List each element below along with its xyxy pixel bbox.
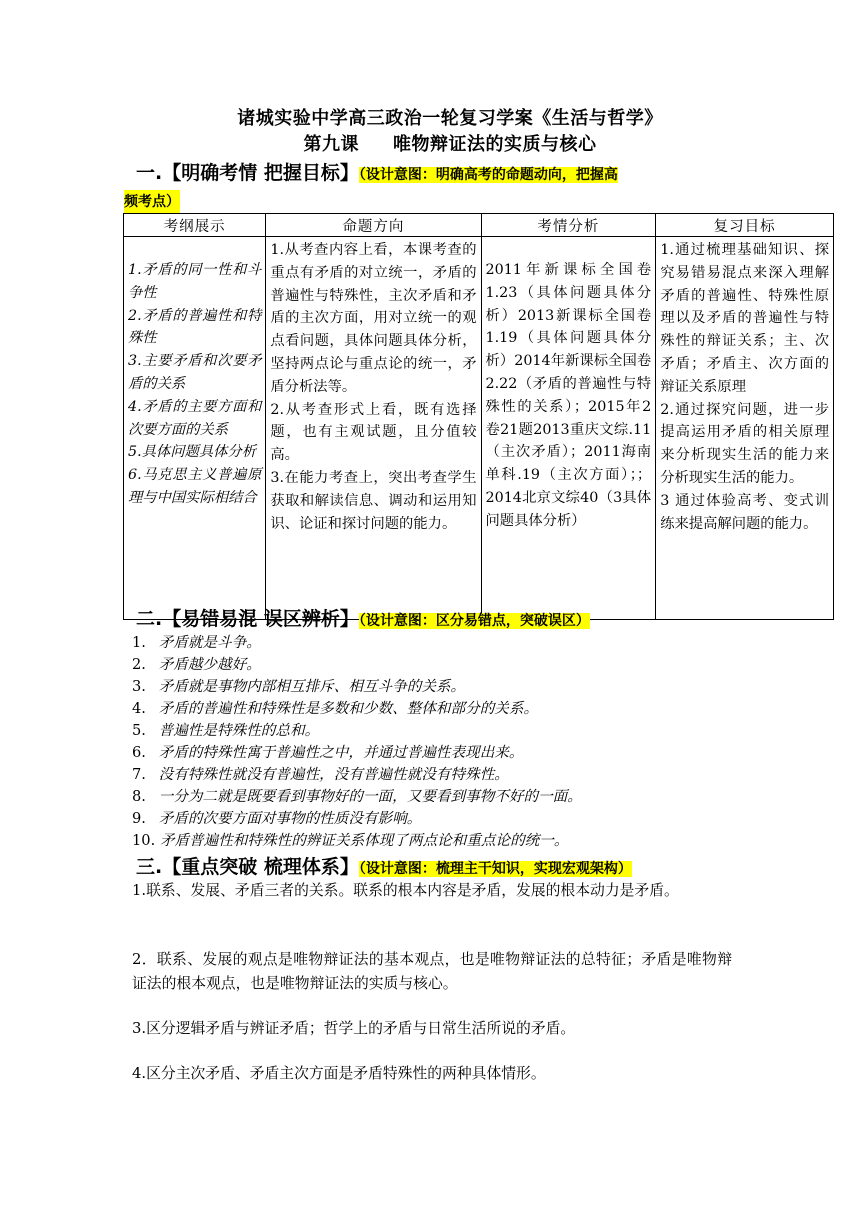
direction-cell <box>266 237 481 620</box>
document-title: 诸城实验中学高三政治一轮复习学案《生活与哲学》 <box>237 108 663 129</box>
analysis-cell: 2011年新课标全国卷1.23（具体问题具体分析）2013新课标全国卷1.19（具体问题具体分析）2014年新课标全国卷2.22（矛盾的普遍性与特殊性的关系）；2015年2卷21题2013重庆文综.11（主次矛盾）；2011海南单科.19（主次方面）；；2014北京文综40（3具体问题具体分析） <box>481 237 656 620</box>
list-item-number: 4. <box>132 700 146 717</box>
list-item-number: 3. <box>132 678 146 695</box>
section-1-title: 一.【明确考情 把握目标】 <box>136 162 359 184</box>
key-point-paragraph: 4.区分主次矛盾、矛盾主次方面是矛盾特殊性的两种具体情形。 <box>132 1065 546 1082</box>
list-item-number: 5. <box>132 722 146 739</box>
goal-item: 1.通过梳理基础知识、探究易错易混点来深入理解矛盾的普遍性、特殊性原理以及矛盾的普遍性与特殊性的辩证关系；主、次矛盾；矛盾主、次方面的辩证关系原理 <box>660 242 829 395</box>
list-item <box>132 808 832 830</box>
list-item <box>132 632 832 654</box>
outline-item: 4.矛盾的主要方面和次要方面的关系 <box>128 398 262 438</box>
misconception-list <box>132 632 832 852</box>
section-2-heading <box>136 606 590 634</box>
goal-item: 2.通过探究问题，进一步提高运用矛盾的相关原理来分析现实生活的能力来分析现实生活的能力。 <box>660 401 829 486</box>
outline-cell <box>124 237 266 620</box>
key-point-paragraph: 1.联系、发展、矛盾三者的关系。联系的根本内容是矛盾，发展的根本动力是矛盾。 <box>132 882 679 899</box>
list-item-text: 矛盾的特殊性寓于普遍性之中，并通过普遍性表现出来。 <box>158 744 524 761</box>
outline-item: 1.矛盾的同一性和斗争性 <box>128 262 262 301</box>
list-item-number: 9. <box>132 810 146 827</box>
list-item <box>132 830 832 852</box>
list-item-number: 2. <box>132 656 146 673</box>
outline-item: 2.矛盾的普遍性和特殊性 <box>128 307 262 347</box>
section-3-note: （设计意图：梳理主干知识，实现宏观架构） <box>358 861 632 877</box>
section-3-title: 三.【重点突破 梳理体系】 <box>136 856 359 878</box>
lesson-topic: 唯物辩证法的实质与核心 <box>393 134 597 155</box>
table-header-row <box>124 214 834 237</box>
key-point-paragraph: 2．联系、发展的观点是唯物辩证法的基本观点，也是唯物辩证法的总特征；矛盾是唯物辩证法的根本观点，也是唯物辩证法的实质与核心。 <box>132 951 732 992</box>
table-row <box>124 237 834 620</box>
key-point-paragraph: 3.区分逻辑矛盾与辨证矛盾；哲学上的矛盾与日常生活所说的矛盾。 <box>132 1020 576 1037</box>
header-outline: 考纲展示 <box>124 214 266 237</box>
list-item <box>132 786 832 808</box>
goal-item: 3 通过体验高考、变式训练来提高解问题的能力。 <box>660 492 829 532</box>
goals-cell <box>656 237 834 620</box>
list-item <box>132 720 832 742</box>
list-item <box>132 764 832 786</box>
list-item-text: 普遍性是特殊性的总和。 <box>158 722 320 739</box>
list-item <box>132 742 832 764</box>
lesson-title <box>0 130 860 156</box>
list-item-number: 1. <box>132 634 146 651</box>
list-item <box>132 676 832 698</box>
outline-item: 3.主要矛盾和次要矛盾的关系 <box>128 353 262 392</box>
list-item-text: 矛盾的普遍性和特殊性是多数和少数、整体和部分的关系。 <box>158 700 539 717</box>
list-item-number: 7. <box>132 766 146 783</box>
outline-item: 5.具体问题具体分析 <box>128 444 257 461</box>
list-item-text: 矛盾就是事物内部相互排斥、相互斗争的关系。 <box>158 678 466 695</box>
header-direction: 命题方向 <box>266 214 481 237</box>
list-item-number: 10. <box>132 832 156 849</box>
exam-goals-table <box>123 213 834 620</box>
section-3-heading <box>136 854 632 882</box>
direction-item: 1.从考查内容上看，本课考查的重点有矛盾的对立统一，矛盾的普遍性与特殊性，主次矛盾和矛盾的主次方面，用对立统一的观点看问题，具体问题具体分析，坚持两点论与重点论的统一，矛盾分析法等。 <box>270 242 477 395</box>
section-2-note: （设计意图：区分易错点，突破误区） <box>358 613 590 629</box>
list-item <box>132 698 832 720</box>
section-1-note-cont: 频考点） <box>124 190 180 214</box>
list-item <box>132 654 832 676</box>
list-item-text: 矛盾就是斗争。 <box>158 634 261 651</box>
list-item-number: 6. <box>132 744 146 761</box>
direction-item: 2.从考查形式上看，既有选择题，也有主观试题，且分值较高。 <box>270 401 477 464</box>
list-item-text: 矛盾普遍性和特殊性的辨证关系体现了两点论和重点论的统一。 <box>159 832 569 849</box>
list-item-text: 没有特殊性就没有普遍性，没有普遍性就没有特殊性。 <box>158 766 509 783</box>
section-1-heading <box>136 160 746 188</box>
list-item-text: 一分为二就是既要看到事物好的一面，又要看到事物不好的一面。 <box>158 788 582 805</box>
outline-item: 6.马克思主义普遍原理与中国实际相结合 <box>128 467 262 506</box>
list-item-text: 矛盾越少越好。 <box>158 656 261 673</box>
section-1-note: （设计意图：明确高考的命题动向，把握高 <box>358 167 618 183</box>
header-analysis: 考情分析 <box>481 214 656 237</box>
direction-item: 3.在能力考查上，突出考查学生获取和解读信息、调动和运用知识、论证和探讨问题的能力。 <box>270 469 477 532</box>
header-goals: 复习目标 <box>656 214 834 237</box>
list-item-text: 矛盾的次要方面对事物的性质没有影响。 <box>158 810 422 827</box>
list-item-number: 8. <box>132 788 146 805</box>
section-2-title: 二.【易错易混 误区辨析】 <box>136 608 359 630</box>
lesson-number: 第九课 <box>303 134 359 155</box>
